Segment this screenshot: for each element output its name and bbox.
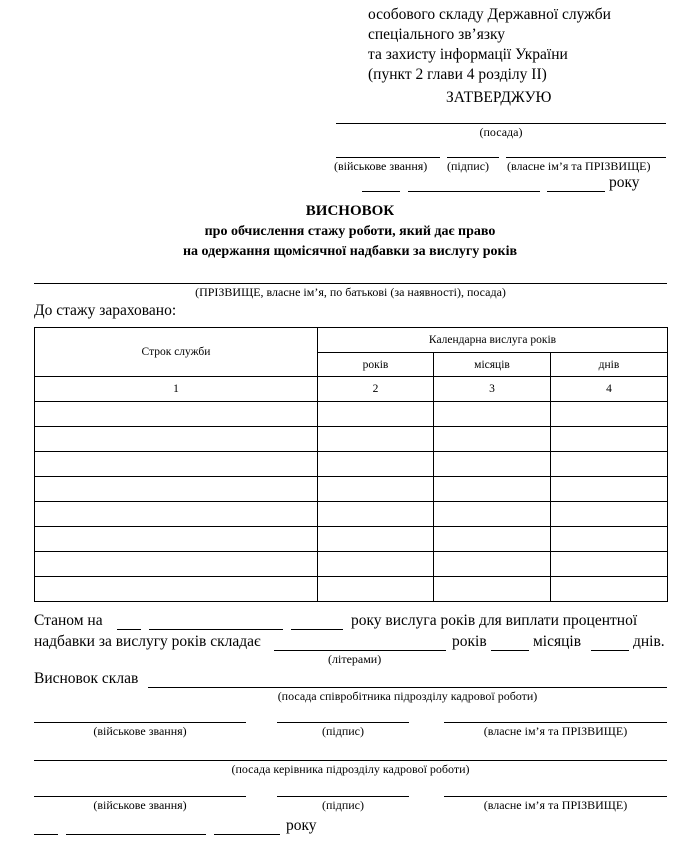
table-cell[interactable]	[434, 477, 551, 502]
as-of-label: Станом на	[34, 612, 103, 629]
position-caption: (посада)	[479, 125, 523, 139]
table-cell[interactable]	[551, 427, 668, 452]
table-cell[interactable]	[35, 402, 318, 427]
as-of-year-line	[291, 629, 343, 630]
rank-caption-2: (військове звання)	[93, 798, 187, 812]
hr-employee-caption: (посада співробітника підрозділу кадрової роботи)	[277, 689, 538, 703]
name-caption-2: (власне ім’я та ПРІЗВИЩЕ)	[483, 798, 628, 812]
table-row	[35, 502, 668, 527]
table-row	[35, 427, 668, 452]
table-cell[interactable]	[551, 577, 668, 602]
col-months-header: місяців	[434, 353, 551, 377]
rank-line-2	[34, 796, 246, 797]
col-service-header: Строк служби	[35, 328, 318, 377]
table-row	[35, 577, 668, 602]
table-cell[interactable]	[35, 552, 318, 577]
table-cell[interactable]	[35, 427, 318, 452]
name-line-2	[444, 796, 667, 797]
table-cell[interactable]	[551, 452, 668, 477]
sign-line	[447, 157, 499, 158]
header-line-2: спеціального зв’язку	[368, 26, 506, 43]
table-cell[interactable]	[434, 452, 551, 477]
col-number: 3	[434, 377, 551, 402]
final-year-word: року	[286, 817, 317, 834]
table-cell[interactable]	[434, 577, 551, 602]
days-value-line	[591, 650, 629, 651]
table-cell[interactable]	[434, 552, 551, 577]
table-cell[interactable]	[434, 527, 551, 552]
as-of-month-line	[149, 629, 283, 630]
table-cell[interactable]	[35, 577, 318, 602]
table-row	[35, 452, 668, 477]
statement-text-b: надбавки за вислугу років складає	[34, 633, 261, 650]
group-header: Календарна вислуга років	[318, 328, 668, 353]
person-line	[34, 283, 667, 284]
years-word: років	[452, 633, 487, 650]
rank-line	[336, 157, 440, 158]
col-days-header: днів	[551, 353, 668, 377]
table-cell[interactable]	[318, 452, 434, 477]
final-month-line	[66, 834, 206, 835]
statement-text-a: року вислуга років для виплати процентної	[351, 612, 638, 629]
table-row	[35, 527, 668, 552]
table-cell[interactable]	[318, 577, 434, 602]
final-day-line	[34, 834, 58, 835]
table-cell[interactable]	[551, 552, 668, 577]
position-line	[336, 123, 666, 124]
table-cell[interactable]	[318, 527, 434, 552]
table-cell[interactable]	[318, 402, 434, 427]
doc-subtitle-2: на одержання щомісячної надбавки за вислугу років	[182, 244, 518, 259]
hr-head-caption: (посада керівника підрозділу кадрової роботи)	[231, 762, 470, 776]
as-of-day-line	[117, 629, 141, 630]
name-line	[506, 157, 666, 158]
col-years-header: років	[318, 353, 434, 377]
table-cell[interactable]	[35, 527, 318, 552]
col-number: 1	[35, 377, 318, 402]
table-cell[interactable]	[434, 402, 551, 427]
sign-caption: (підпис)	[447, 159, 490, 173]
letters-caption: (літерами)	[328, 652, 382, 666]
counted-label: До стажу зараховано:	[34, 302, 177, 319]
table-cell[interactable]	[35, 477, 318, 502]
table-cell[interactable]	[35, 502, 318, 527]
table-cell[interactable]	[318, 502, 434, 527]
days-word: днів.	[633, 633, 665, 650]
person-caption: (ПРІЗВИЩЕ, власне ім’я, по батькові (за наявності), посада)	[195, 285, 506, 299]
date-month-line	[408, 191, 540, 192]
table-cell[interactable]	[551, 477, 668, 502]
table-cell[interactable]	[318, 552, 434, 577]
sign-caption: (підпис)	[321, 724, 365, 738]
months-word: місяців	[533, 633, 582, 650]
approve-label: ЗАТВЕРДЖУЮ	[446, 89, 552, 106]
rank-line	[34, 722, 246, 723]
table-cell[interactable]	[551, 402, 668, 427]
doc-title: ВИСНОВОК	[305, 203, 395, 219]
table-row	[35, 402, 668, 427]
name-caption: (власне ім’я та ПРІЗВИЩЕ)	[507, 159, 651, 173]
final-year-line	[214, 834, 280, 835]
made-by-label: Висновок склав	[34, 670, 139, 687]
table-cell[interactable]	[318, 427, 434, 452]
sign-line	[277, 722, 409, 723]
table-cell[interactable]	[434, 427, 551, 452]
table-cell[interactable]	[318, 477, 434, 502]
service-table	[34, 327, 668, 602]
table-row	[35, 552, 668, 577]
sign-caption-2: (підпис)	[321, 798, 365, 812]
table-cell[interactable]	[551, 502, 668, 527]
year-word: року	[609, 174, 640, 191]
date-year-line	[547, 191, 605, 192]
col-number: 2	[318, 377, 434, 402]
sign-line-2	[277, 796, 409, 797]
table-cell[interactable]	[551, 527, 668, 552]
table-cell[interactable]	[35, 452, 318, 477]
name-caption: (власне ім’я та ПРІЗВИЩЕ)	[483, 724, 628, 738]
hr-head-line	[34, 760, 667, 761]
table-cell[interactable]	[434, 502, 551, 527]
col-number: 4	[551, 377, 668, 402]
header-line-1: особового складу Державної служби	[368, 6, 611, 23]
rank-caption: (військове звання)	[93, 724, 187, 738]
doc-subtitle-1: про обчислення стажу роботи, який дає право	[204, 224, 496, 239]
date-day-line	[362, 191, 400, 192]
rank-caption: (військове звання)	[334, 159, 428, 173]
name-line	[444, 722, 667, 723]
made-by-line	[148, 687, 667, 688]
header-line-3: та захисту інформації України	[368, 46, 568, 63]
months-value-line	[491, 650, 529, 651]
header-line-4: (пункт 2 глави 4 розділу ІІ)	[368, 66, 547, 83]
table-row	[35, 477, 668, 502]
total-letters-line	[274, 650, 446, 651]
